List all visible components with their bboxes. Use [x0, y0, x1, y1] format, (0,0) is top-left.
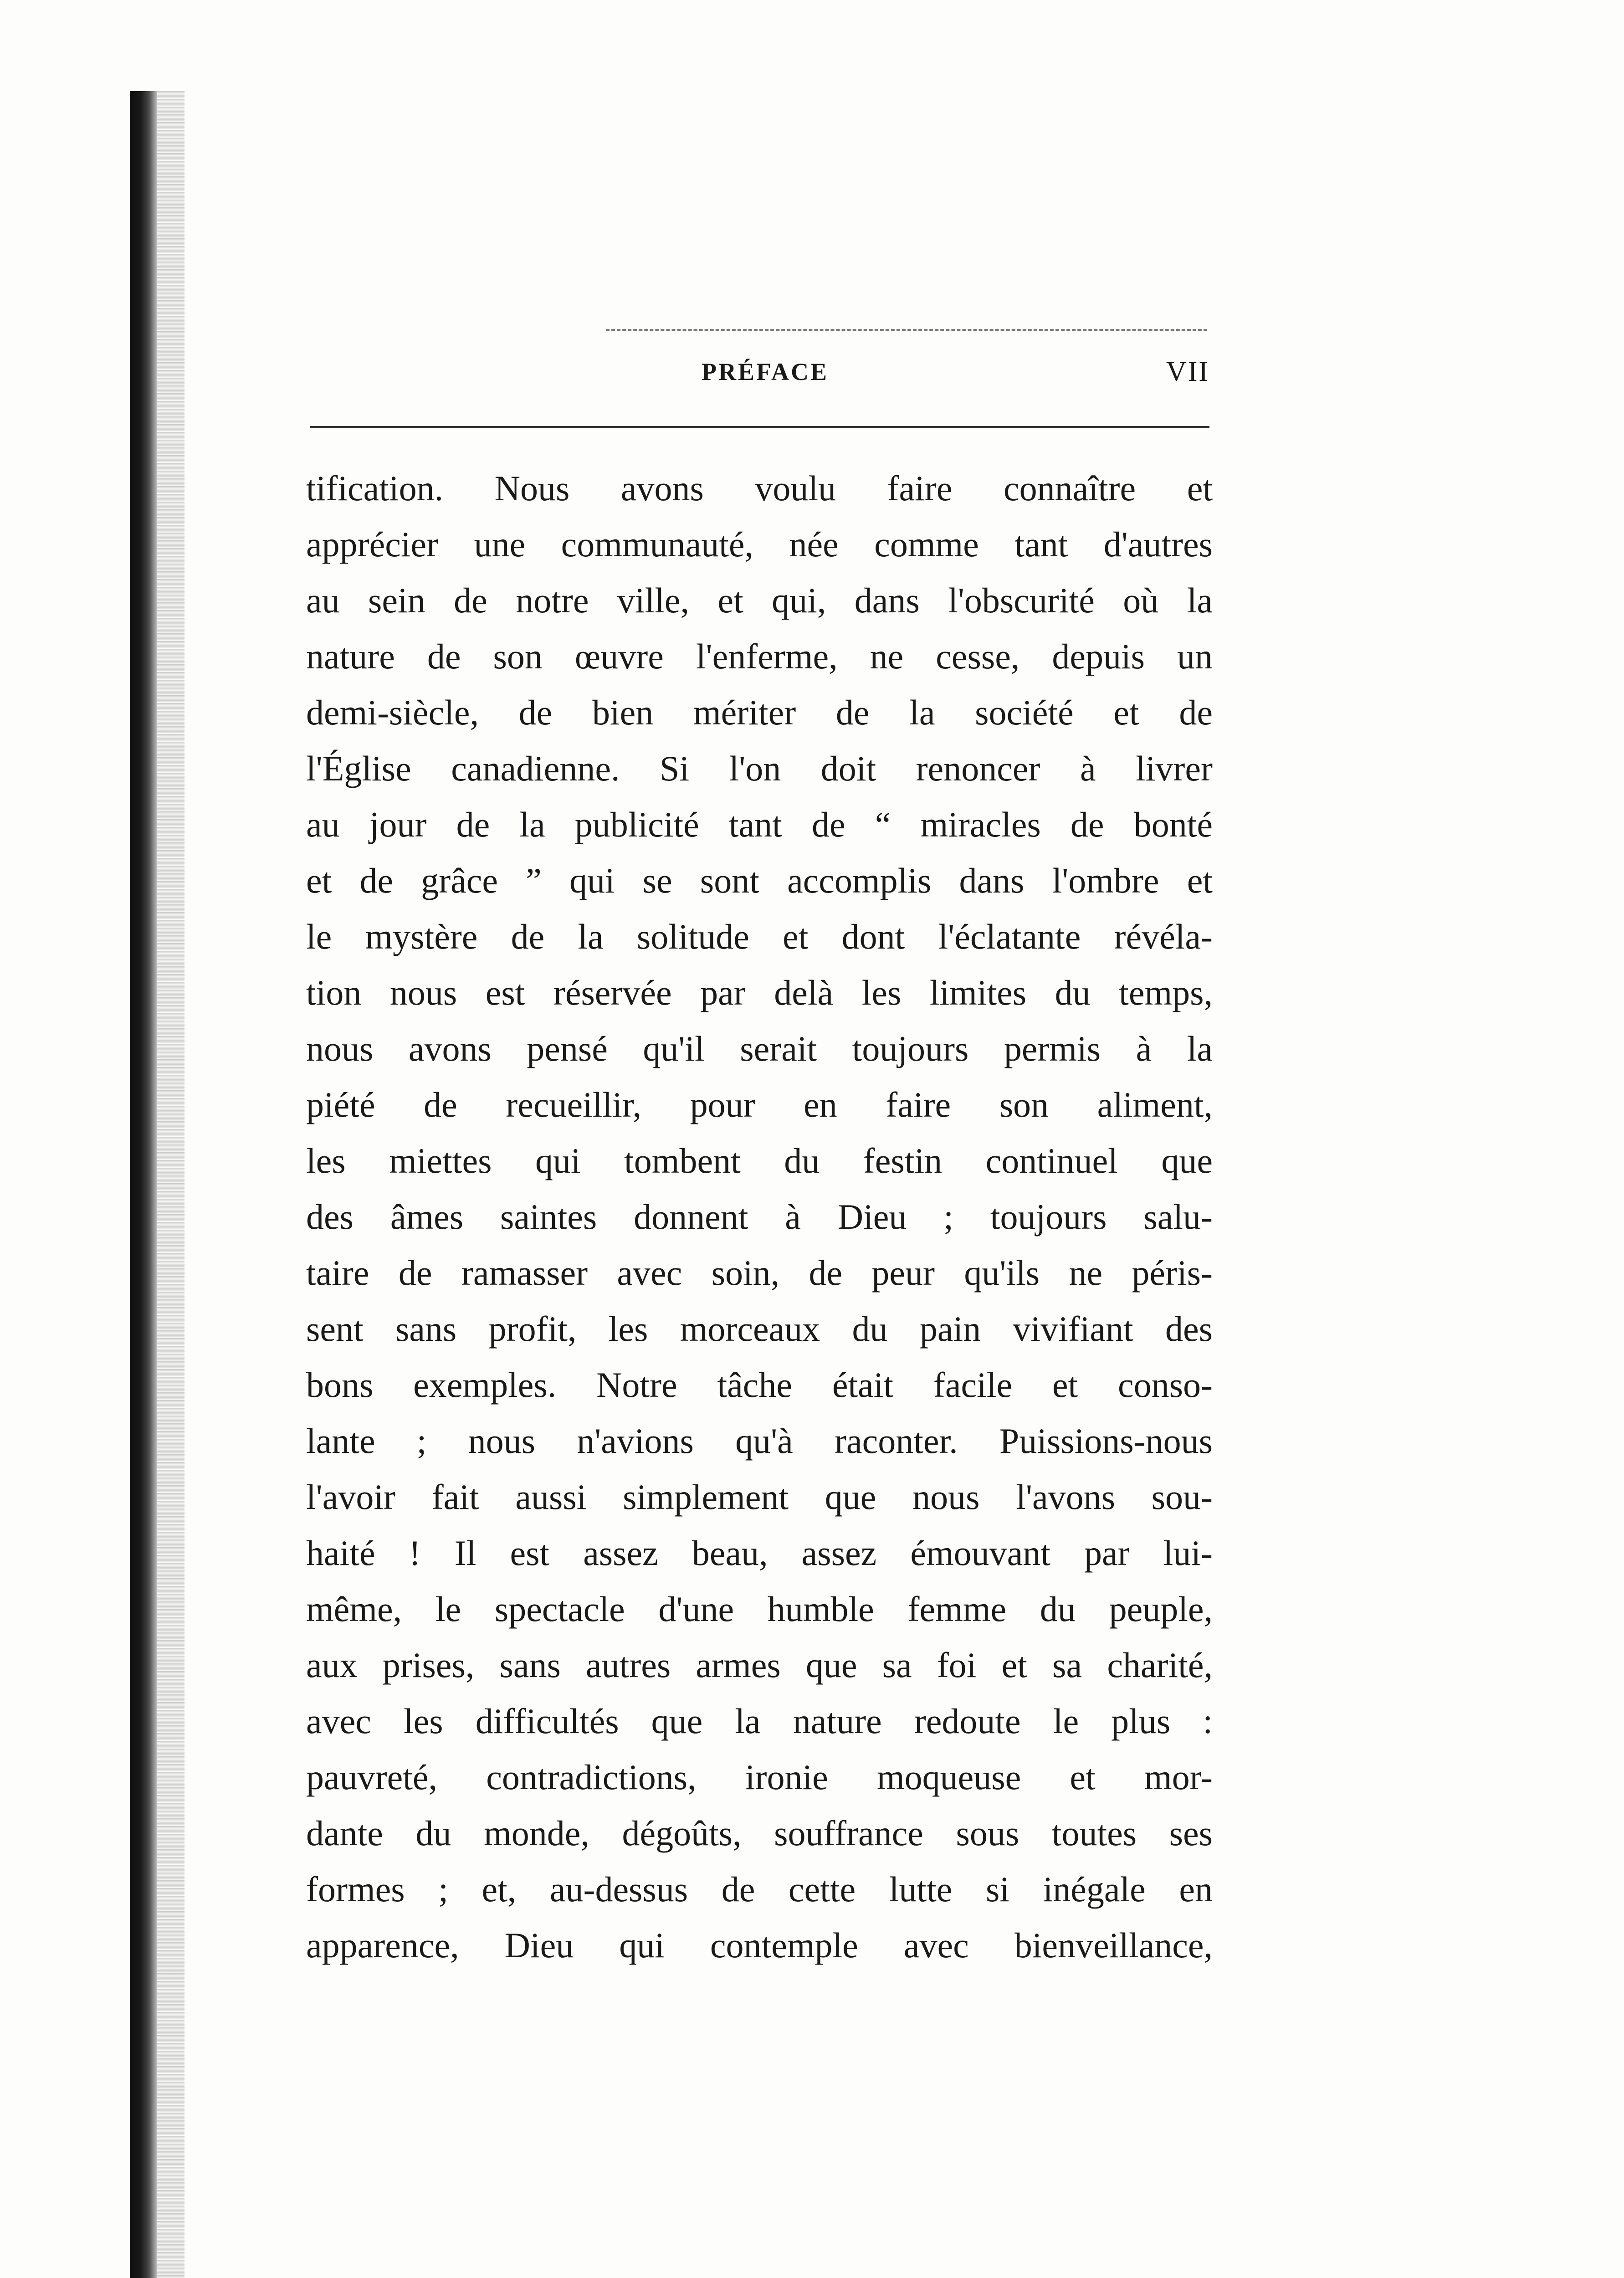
text-line: haité ! Il est assez beau, assez émouvant par lui-: [306, 1533, 1213, 1573]
text-line: même, le spectacle d'une humble femme du peuple,: [306, 1589, 1213, 1629]
text-line: bons exemples. Notre tâche était facile et conso-: [306, 1365, 1213, 1405]
text-line: l'Église canadienne. Si l'on doit renoncer à livrer: [306, 749, 1213, 788]
text-line: pauvreté, contradictions, ironie moqueuse et mor-: [306, 1757, 1213, 1797]
header-rule: [310, 426, 1209, 428]
text-line: tification. Nous avons voulu faire connaître et: [306, 468, 1213, 508]
page-number: VII: [1166, 356, 1209, 387]
text-line: dante du monde, dégoûts, souffrance sous toutes ses: [306, 1813, 1213, 1853]
text-line: nous avons pensé qu'il serait toujours permis à la: [306, 1029, 1213, 1068]
text-line: avec les difficultés que la nature redoute le plus :: [306, 1701, 1213, 1741]
text-line: des âmes saintes donnent à Dieu ; toujours salu-: [306, 1197, 1213, 1236]
text-line: nature de son œuvre l'enferme, ne cesse, depuis un: [306, 636, 1213, 676]
text-line: et de grâce ” qui se sont accomplis dans l'ombre et: [306, 861, 1213, 900]
text-line: sent sans profit, les morceaux du pain vivifiant des: [306, 1309, 1213, 1349]
text-line: aux prises, sans autres armes que sa foi et sa charité,: [306, 1645, 1213, 1685]
text-line: au jour de la publicité tant de “ miracles de bonté: [306, 805, 1213, 844]
text-line: tion nous est réservée par delà les limites du temps,: [306, 973, 1213, 1012]
running-head-title: PRÉFACE: [702, 358, 829, 385]
text-line: apprécier une communauté, née comme tant d'autres: [306, 524, 1213, 564]
text-line: piété de recueillir, pour en faire son aliment,: [306, 1085, 1213, 1124]
text-line: au sein de notre ville, et qui, dans l'obscurité où la: [306, 580, 1213, 620]
text-line: apparence, Dieu qui contemple avec bienveillance,: [306, 1925, 1213, 1965]
text-line: taire de ramasser avec soin, de peur qu'ils ne péris-: [306, 1253, 1213, 1293]
text-line: l'avoir fait aussi simplement que nous l'avons sou-: [306, 1477, 1213, 1517]
text-line: demi-siècle, de bien mériter de la société et de: [306, 693, 1213, 732]
header-dashed-rule: [606, 329, 1207, 331]
running-head: [310, 358, 1209, 399]
text-line: les miettes qui tombent du festin continuel que: [306, 1141, 1213, 1180]
text-line: le mystère de la solitude et dont l'éclatante révéla-: [306, 917, 1213, 956]
binding-shadow: [130, 91, 157, 2278]
text-line: lante ; nous n'avions qu'à raconter. Puissions-nous: [306, 1421, 1213, 1461]
body-text: [306, 460, 1213, 1973]
text-line: formes ; et, au-dessus de cette lutte si inégale en: [306, 1869, 1213, 1909]
